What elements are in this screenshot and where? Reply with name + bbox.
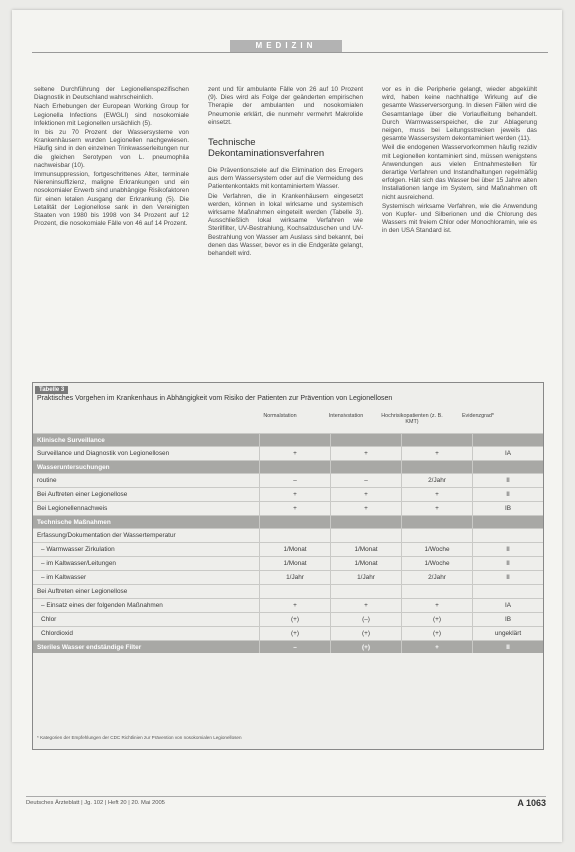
row-value [402, 516, 473, 529]
col-header: Normalstation [263, 413, 297, 419]
row-value: + [260, 488, 331, 502]
row-value: 1/Monat [331, 543, 402, 557]
row-value: IB [473, 502, 544, 516]
paragraph: seltene Durchführung der Legionellenspezifischen Diagnostik in Deutschland wahrscheinlich. [34, 86, 189, 102]
row-value: (+) [402, 627, 473, 641]
row-value [473, 585, 544, 599]
table-row [33, 599, 543, 613]
recommendations-table [33, 433, 543, 653]
row-value [260, 516, 331, 529]
row-label: Wasseruntersuchungen [33, 461, 260, 474]
table-row [33, 627, 543, 641]
row-value: 1/Jahr [331, 571, 402, 585]
row-value: 1/Jahr [260, 571, 331, 585]
row-value: II [473, 641, 544, 654]
row-value [331, 461, 402, 474]
table-label: Tabelle 3 [35, 386, 68, 394]
section-heading: Technische Dekontaminationsverfahren [208, 137, 325, 160]
row-label: Bei Auftreten einer Legionellose [33, 488, 260, 502]
table-row [33, 543, 543, 557]
col-header: Hochrisikopatienten (z. B. KMT) [381, 413, 443, 425]
row-value [331, 516, 402, 529]
table-row [33, 474, 543, 488]
row-value: (+) [260, 613, 331, 627]
table-section-row [33, 434, 543, 447]
journal-citation: Deutsches Ärzteblatt | Jg. 102 | Heft 20 | 20. Mai 2005 [26, 800, 165, 806]
row-label: – Einsatz eines der folgenden Maßnahmen [33, 599, 260, 613]
row-value: IA [473, 599, 544, 613]
row-label: Bei Legionellennachweis [33, 502, 260, 516]
table-row [33, 488, 543, 502]
paragraph: Die Präventionsziele auf die Elimination des Erregers aus dem Wassersystem oder auf die Vermeidung des Patientenkontakts mit kontaminiertem Wasser. [208, 167, 363, 191]
column-2 [208, 86, 363, 259]
paragraph: Weil die endogenen Wasservorkommen häufig rezidiv mit Legionellen kontaminiert sind, müssen wenigstens Anwendungen aus vielen Entnahmestellen für derartige Verfahren und Instandhaltungen regelmäßig erfolgen. Hält sich das Wasser bei über 15 Jahre alten Installationen lange im System, sind Maßnahmen oft nicht ausreichend. [382, 144, 537, 201]
row-label: Chlordioxid [33, 627, 260, 641]
paragraph: Systemisch wirksame Verfahren, wie die Anwendung von Kupfer- und Silberionen und die Chlorung des Wassers mit freiem Chlor oder Monochloramin, wie es in den USA Standard ist. [382, 202, 537, 235]
row-value [473, 434, 544, 447]
table-footnote: * Kategorien der Empfehlungen der CDC Richtlinien zur Prävention von nosokomialen Legionellosen [37, 735, 242, 740]
row-value: II [473, 488, 544, 502]
paragraph: Die Verfahren, die in Krankenhäusern eingesetzt werden, können in lokal wirksame und systemisch wirksame Maßnahmen eingeteilt werden (Tabelle 3). Ausschließlich lokal wirksame Verfahren wie Sterilfilter, UV-Bestrahlung, Kochsalzduschen und UV-Bestrahlung von Wasser am Auslass sind bekannt, bei denen das Wasser, bevor es in die Endgeräte gelangt, behandelt wird. [208, 192, 363, 258]
row-value: (–) [331, 613, 402, 627]
paragraph: vor es in die Peripherie gelangt, wieder abgekühlt wird, haben keine nachhaltige Wirkung auf die gesamte Wasserversorgung. In diesen Fällen wird die Gesamtanlage über die Vorlaufleitung behandelt. Durch Warmwasserspeicher, die zur Ablagerung neigen, muss bei Leitungsstrecken jeweils das gesamte Wassersystem dekontaminiert werden (11). [382, 86, 537, 143]
body-text [34, 86, 538, 386]
paragraph: In bis zu 70 Prozent der Wassersysteme von Krankenhäusern wurden Legionellen nachgewiesen. Häufig sind in den einzelnen Trinkwasserleitungen nur die gleichen Serotypen von L. pneumophila nachweisbar (10). [34, 129, 189, 169]
table-section-row [33, 641, 543, 654]
row-value: 1/Woche [402, 543, 473, 557]
row-value: (+) [331, 641, 402, 654]
row-value [260, 461, 331, 474]
row-value: + [331, 502, 402, 516]
row-value: IB [473, 613, 544, 627]
row-label: – Warmwasser Zirkulation [33, 543, 260, 557]
row-label: Chlor [33, 613, 260, 627]
row-value [402, 585, 473, 599]
table-row [33, 613, 543, 627]
row-value: – [260, 641, 331, 654]
row-label: Technische Maßnahmen [33, 516, 260, 529]
row-value: + [402, 488, 473, 502]
row-value [473, 461, 544, 474]
row-value: + [260, 502, 331, 516]
row-value: 1/Monat [331, 557, 402, 571]
table-row [33, 585, 543, 599]
page-number: A 1063 [517, 798, 546, 808]
table-row [33, 557, 543, 571]
row-value: (+) [260, 627, 331, 641]
row-label: – im Kaltwasser [33, 571, 260, 585]
row-value: + [331, 447, 402, 461]
row-value: – [260, 474, 331, 488]
page-footer [26, 796, 546, 811]
row-value: II [473, 571, 544, 585]
row-value: + [331, 599, 402, 613]
row-value [473, 516, 544, 529]
row-value: (+) [402, 613, 473, 627]
row-value [260, 434, 331, 447]
document-page [12, 10, 562, 842]
row-label: Erfassung/Dokumentation der Wassertemperatur [33, 529, 260, 543]
row-value: IA [473, 447, 544, 461]
table-section-row [33, 516, 543, 529]
row-value [402, 529, 473, 543]
paragraph: Nach Erhebungen der European Working Group for Legionella Infections (EWGLI) sind nosokomiale Infektionen mit Legionellen ursächlich (5). [34, 103, 189, 127]
row-value [402, 434, 473, 447]
row-value [331, 434, 402, 447]
col-header: Intensivstation [328, 413, 364, 419]
table-section-row [33, 461, 543, 474]
row-value: + [331, 488, 402, 502]
row-label: Klinische Surveillance [33, 434, 260, 447]
row-value [331, 529, 402, 543]
row-value [402, 461, 473, 474]
row-label: routine [33, 474, 260, 488]
row-value: + [260, 447, 331, 461]
row-value [473, 529, 544, 543]
paragraph: Immunsuppression, fortgeschrittenes Alter, terminale Niereninsuffizienz, maligne Erkrankungen und ein nosokomialer Erwerb sind unabhängige Risikofaktoren für einen letalen Ausgang der Erkrankung (5). Die Letalität der Legionellose sank in den Vereinigten Staaten von 1980 bis 1998 von 34 Prozent auf 12 Prozent, die nosokomiale Fälle von 46 auf 14 Prozent. [34, 171, 189, 228]
table-title: Praktisches Vorgehen im Krankenhaus in Abhängigkeit vom Risiko der Patienten zur Prävention von Legionellosen [37, 395, 393, 402]
row-value [331, 585, 402, 599]
row-label: – im Kaltwasser/Leitungen [33, 557, 260, 571]
section-title: MEDIZIN [230, 40, 342, 52]
row-label: Surveillance und Diagnostik von Legionellosen [33, 447, 260, 461]
row-value: 2/Jahr [402, 474, 473, 488]
table-row [33, 571, 543, 585]
table-3 [32, 382, 544, 750]
row-value: + [402, 502, 473, 516]
row-value: + [402, 641, 473, 654]
row-value: + [402, 599, 473, 613]
row-value: 1/Monat [260, 543, 331, 557]
row-value: 1/Woche [402, 557, 473, 571]
row-value: II [473, 543, 544, 557]
row-value: (+) [331, 627, 402, 641]
row-value [260, 585, 331, 599]
row-label: Steriles Wasser endständige Filter [33, 641, 260, 654]
section-header [32, 40, 548, 53]
row-value: II [473, 557, 544, 571]
row-value: 1/Monat [260, 557, 331, 571]
row-value: + [402, 447, 473, 461]
row-label: Bei Auftreten einer Legionellose [33, 585, 260, 599]
row-value: II [473, 474, 544, 488]
table-row [33, 447, 543, 461]
table-row [33, 529, 543, 543]
row-value: ungeklärt [473, 627, 544, 641]
paragraph: zent und für ambulante Fälle von 26 auf 10 Prozent (9). Dies wird als Folge der geänderten empirischen Therapie der ambulanten und nosokomialen Pneumonie erklärt, die nunmehr vermehrt Makrolide einsetzt. [208, 86, 363, 126]
row-value: + [260, 599, 331, 613]
row-value: – [331, 474, 402, 488]
row-value: 2/Jahr [402, 571, 473, 585]
column-3 [382, 86, 537, 237]
table-row [33, 502, 543, 516]
row-value [260, 529, 331, 543]
col-header: Evidenzgrad* [461, 413, 495, 419]
column-1 [34, 86, 189, 229]
